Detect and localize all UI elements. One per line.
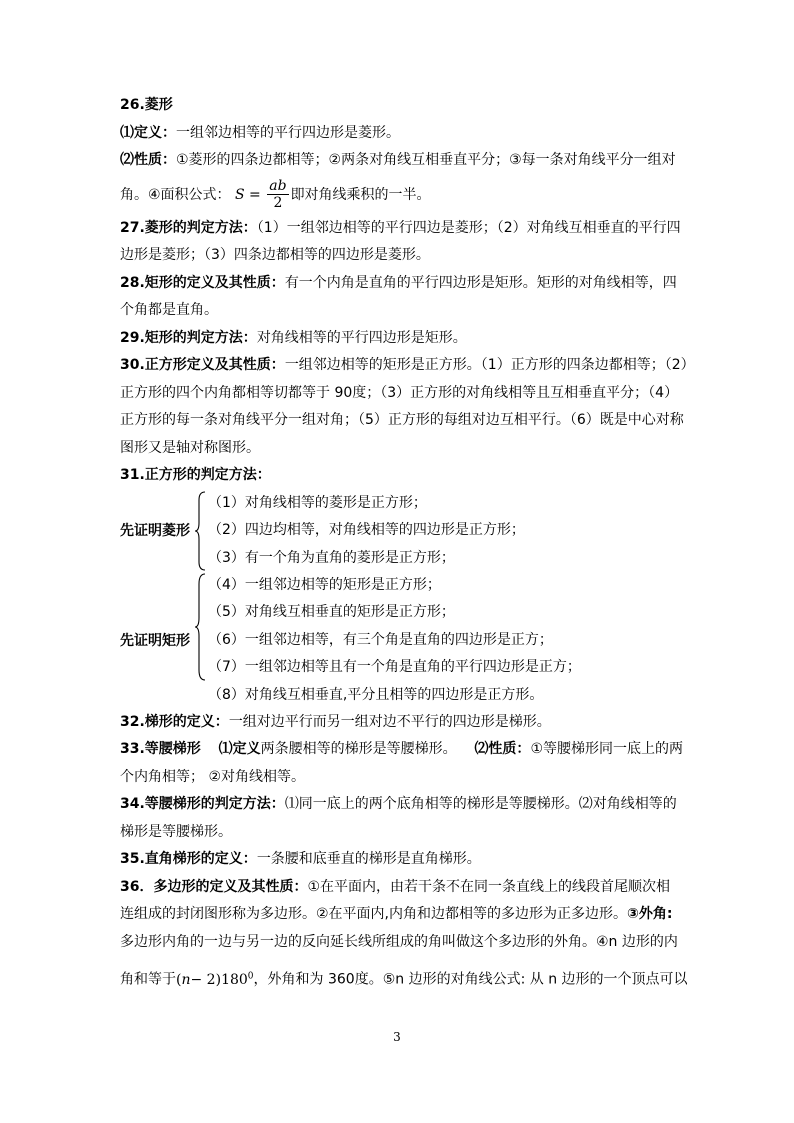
rhombus-criteria-group — [120, 490, 690, 572]
section-32: 32.梯形的定义：一组对边平行而另一组对边不平行的四边形是梯形。 — [120, 713, 551, 730]
section-27-line1: 27.菱形的判定方法：（1）一组邻边相等的平行四边是菱形；（2）对角线互相垂直的平行四 — [120, 219, 681, 236]
section-35: 35.直角梯形的定义：一条腰和底垂直的梯形是直角梯形。 — [120, 851, 481, 867]
area-formula-fraction: $\frac{ab}{2}$ — [269, 178, 287, 211]
section-33-line2: 个内角相等； ②对角线相等。 — [120, 768, 306, 785]
section-34-line2: 梯形是等腰梯形。 — [120, 823, 232, 840]
criterion-4: （4）一组邻边相等的矩形是正方形； — [208, 576, 441, 593]
section-28-line2: 个角都是直角。 — [120, 302, 218, 318]
criterion-3: （3）有一个角为直角的菱形是正方形； — [208, 549, 455, 566]
left-brace-icon — [194, 572, 206, 682]
criterion-7: （7）一组邻边相等且有一个角是直角的平行四边形是正方； — [208, 659, 581, 675]
section-26-title: 26.菱形 — [120, 97, 173, 113]
section-30-line4: 图形又是轴对称图形。 — [120, 439, 260, 456]
page-number: 3 — [393, 1030, 401, 1044]
section-29: 29.矩形的判定方法：对角线相等的平行四边形是矩形。 — [120, 329, 467, 346]
criterion-2: （2）四边均相等，对角线相等的四边形是正方形； — [208, 522, 525, 538]
section-36-line2: 连组成的封闭图形称为多边形。②在平面内,内角和边都相等的多边形为正多边形。③外角: — [120, 906, 673, 922]
section-27-line2: 边形是菱形；（3）四条边都相等的四边形是菱形。 — [120, 247, 430, 263]
section-28-line1: 28.矩形的定义及其性质：有一个内角是直角的平行四边形是矩形。矩形的对角线相等，四 — [120, 274, 677, 291]
criterion-6: （6）一组邻边相等，有三个角是直角的四边形是正方； — [208, 631, 553, 648]
section-26-properties: ⑵性质：①菱形的四条边都相等；②两条对角线互相垂直平分；③每一条对角线平分一组对 — [120, 152, 676, 168]
left-brace-icon — [194, 490, 206, 572]
section-34-line1: 34.等腰梯形的判定方法：⑴同一底上的两个底角相等的梯形是等腰梯形。⑵对角线相等的 — [120, 796, 677, 812]
rectangle-group-label: 先证明矩形 — [120, 632, 190, 649]
section-31-title: 31.正方形的判定方法： — [120, 467, 271, 483]
section-26-definition: ⑴定义：一组邻边相等的平行四边形是菱形。 — [120, 124, 400, 141]
area-formula-lhs: S = — [235, 186, 261, 203]
section-36-line3: 多边形内角的一边与另一边的反向延长线所组成的角叫做这个多边形的外角。④n 边形的内 — [120, 933, 678, 950]
section-30-line3: 正方形的每一条对角线平分一组对角；（5）正方形的每组对边互相平行。（6）既是中心对称 — [120, 412, 684, 428]
section-36-line4: 角和等于$(n- 2)180^0$，外角和为 360度。⑤n 边形的对角线公式: 从 n 边形的一个顶点可以 — [120, 971, 688, 988]
section-30-line1: 30.正方形定义及其性质：一组邻边相等的矩形是正方形。（1）正方形的四条边都相等；（2） — [120, 357, 695, 373]
section-33-line1: 33.等腰梯形 ⑴定义两条腰相等的梯形是等腰梯形。 ⑵性质：①等腰梯形同一底上的两 — [120, 741, 683, 757]
section-30-line2: 正方形的四个内角都相等切都等于 90度；（3）正方形的对角线相等且互相垂直平分；（4） — [120, 384, 679, 401]
document-page — [120, 92, 695, 996]
criterion-8: （8）对角线互相垂直,平分且相等的四边形是正方形。 — [208, 686, 544, 703]
criterion-1: （1）对角线相等的菱形是正方形； — [208, 494, 427, 511]
section-26-area-formula: 角。④面积公式： S = $\frac{ab}{2}$ 即对角线乘积的一半。 — [120, 178, 431, 211]
section-36-line1: 36．多边形的定义及其性质：①在平面内，由若干条不在同一条直线上的线段首尾顺次相 — [120, 878, 671, 895]
criterion-5: （5）对角线互相垂直的矩形是正方形； — [208, 604, 455, 620]
rectangle-criteria-group — [120, 572, 690, 709]
rhombus-group-label: 先证明菱形 — [120, 522, 190, 539]
angle-sum-formula: $(n- 2)180^0$ — [176, 971, 254, 988]
